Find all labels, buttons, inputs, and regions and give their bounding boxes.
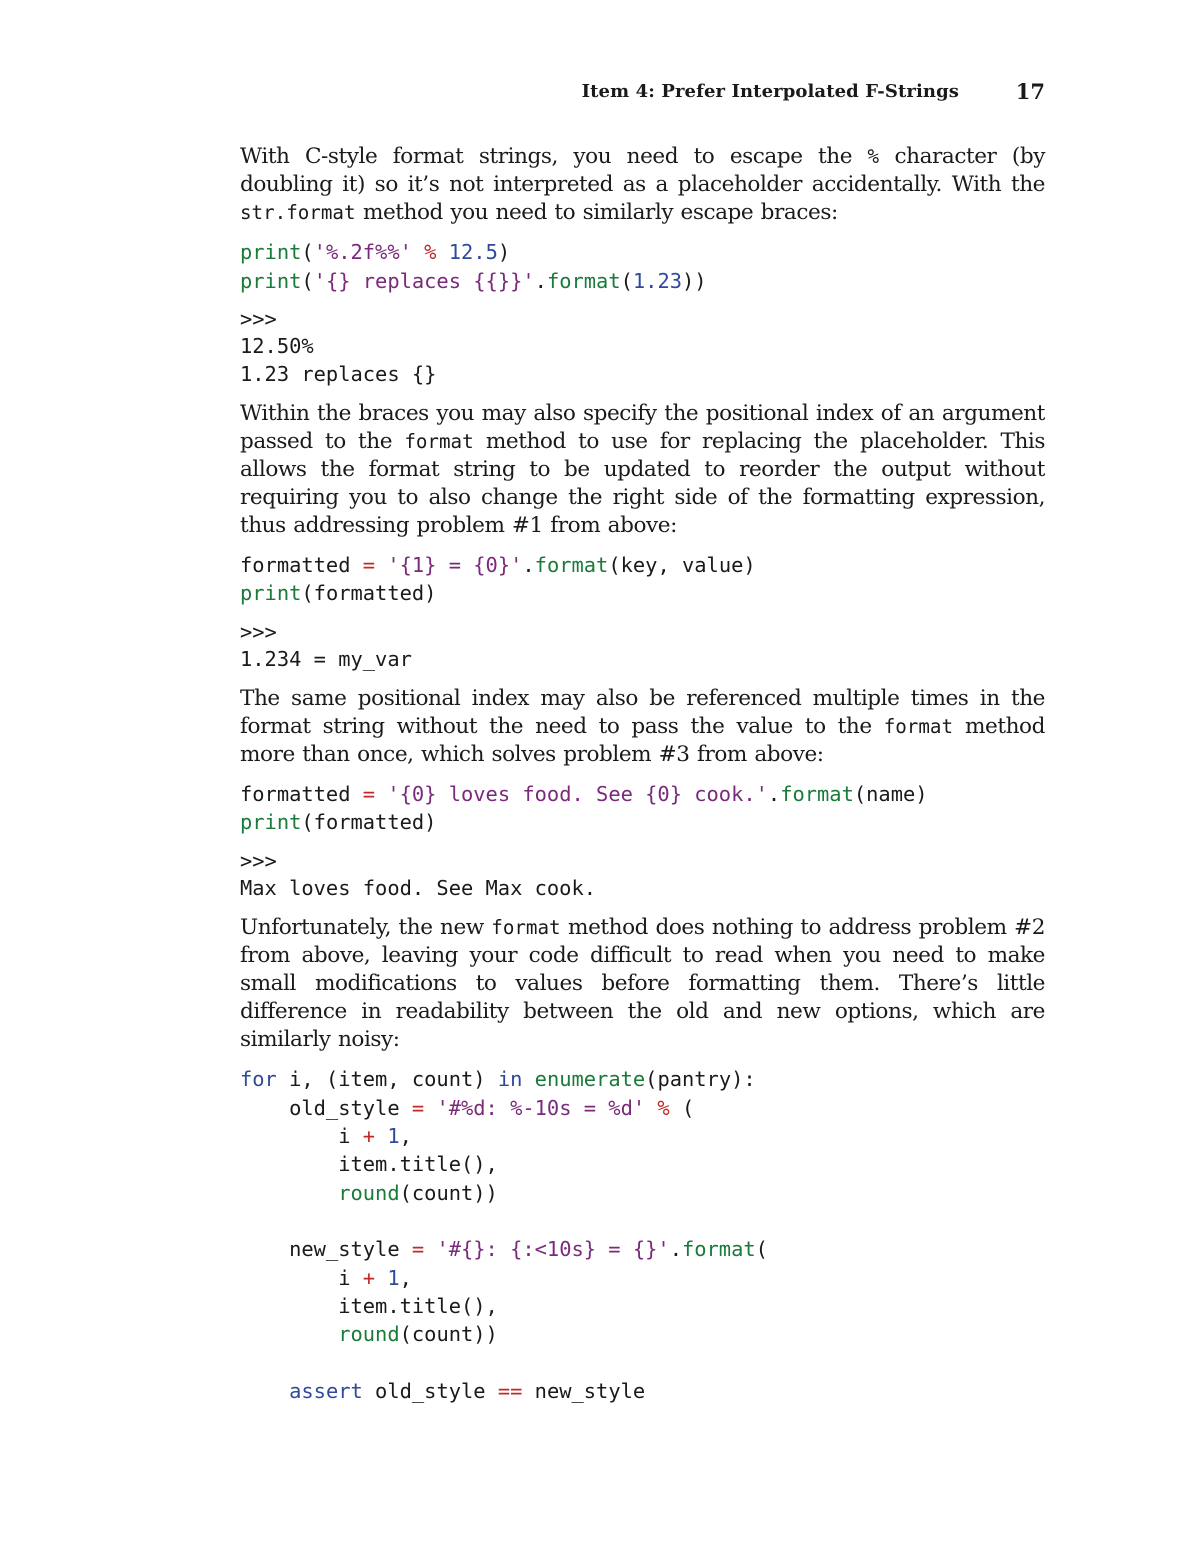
page-number: 17 [1015, 79, 1045, 104]
code-token: for [240, 1067, 277, 1092]
paragraph-escape [240, 143, 1045, 227]
paragraph-repeated-index [240, 685, 1045, 769]
code-token [436, 240, 448, 264]
code-token [240, 1181, 338, 1205]
code-token: (count)) [399, 1180, 498, 1205]
code-token: assert [289, 1378, 363, 1403]
code-token: in [497, 1067, 523, 1092]
code-token: '#%d: %-10s = %d' [436, 1095, 646, 1120]
header-title: Item 4: Prefer Interpolated F-Strings [581, 81, 959, 102]
text-run: method does nothing to address problem #2 from above, leaving your code difficult to read when you need to make small modifications to values before formatting them. There’s little difference in readability between the old and new options, which are similarly noisy: [240, 914, 1045, 1053]
text-run: method to use for replacing the placeholder. This allows the format string to be updated to reorder the output without requiring you to also change the right side of the formatting expression, thus addressing problem #1 from above: [240, 428, 1046, 539]
output-line: Max loves food. See Max cook. [240, 876, 597, 901]
code-token: formatted [240, 782, 351, 807]
code-token: = [411, 1237, 425, 1262]
output-line: 12.50% [240, 334, 314, 359]
code-token [412, 240, 424, 264]
code-token: i, (item, count) [276, 1067, 498, 1092]
code-token: + [362, 1265, 376, 1290]
code-token: (count)) [399, 1322, 498, 1347]
code-token [240, 1124, 338, 1148]
code-token: . [767, 782, 781, 807]
code-token: . [522, 553, 535, 578]
code-token [240, 1379, 289, 1403]
code-token: = [362, 782, 376, 807]
code-token: '%.2f%%' [313, 240, 412, 265]
output-prompt: >>> [240, 848, 277, 873]
output-line: 1.234 = my_var [240, 647, 412, 672]
code-token: ( [755, 1237, 768, 1262]
code-token: old_style [240, 1095, 412, 1120]
code-token: i [338, 1265, 363, 1290]
code-token [351, 782, 363, 806]
code-token [240, 1322, 338, 1346]
code-token [375, 782, 387, 806]
text-run: The same positional index may also be referenced multiple times in the format string without the need to pass the value to the [240, 685, 1045, 739]
text-run: method you need to similarly escape braces: [355, 200, 838, 226]
code-token: '{1} = {0}' [387, 553, 523, 578]
code-block-positional [240, 551, 1045, 608]
output-block-escape [240, 306, 1045, 389]
code-token: 1.23 [632, 268, 682, 293]
code-token: = [362, 553, 376, 578]
code-token: + [362, 1124, 376, 1149]
inline-code: % [867, 145, 880, 168]
code-token: formatted [240, 553, 351, 578]
code-token [351, 553, 363, 577]
code-token: == [497, 1378, 523, 1403]
code-token: print [240, 240, 302, 265]
code-token: 12.5 [448, 240, 498, 265]
code-token: '{} replaces {{}}' [313, 268, 535, 293]
code-token: % [657, 1095, 670, 1120]
code-token [240, 1152, 338, 1176]
code-token: item.title(), [338, 1293, 498, 1318]
output-block-repeated [240, 848, 1045, 903]
code-block-escape [240, 238, 1045, 295]
code-token: )) [682, 268, 707, 293]
code-token: , [399, 1265, 412, 1290]
code-token: ) [497, 240, 511, 265]
code-token: = [411, 1095, 425, 1120]
code-token: print [240, 268, 302, 293]
code-token: (key, value) [608, 553, 756, 578]
inline-code: format [883, 715, 954, 738]
code-token: 1 [387, 1124, 400, 1149]
code-token: round [338, 1322, 400, 1347]
code-token: % [424, 240, 437, 265]
output-line: 1.23 replaces {} [240, 362, 437, 387]
code-token: (formatted) [301, 581, 437, 606]
text-run: Within the braces you may also specify the positional index of an argument passed to the [240, 400, 1045, 454]
code-token: ( [669, 1095, 695, 1120]
code-token: (pantry): [645, 1067, 756, 1092]
output-prompt: >>> [240, 619, 277, 644]
inline-code: format [491, 915, 561, 939]
code-token: format [681, 1237, 756, 1262]
output-prompt: >>> [240, 306, 277, 331]
text-run: With C-style format strings, you need to escape the [240, 144, 868, 169]
code-token [375, 553, 387, 577]
inline-code: format [404, 429, 474, 453]
paragraph-positional-index [240, 400, 1045, 540]
page-content [240, 143, 1045, 1416]
inline-code: str.format [240, 201, 356, 225]
code-token: ( [301, 268, 314, 293]
code-token: print [240, 581, 302, 606]
code-block-comparison [240, 1065, 1045, 1405]
code-token: . [669, 1237, 682, 1262]
code-token: i [338, 1124, 363, 1149]
code-token [240, 1294, 338, 1318]
code-token: (name) [853, 782, 928, 807]
code-token: format [546, 268, 621, 293]
code-token: ( [301, 240, 314, 265]
code-token: format [780, 782, 854, 807]
code-token: format [534, 553, 609, 578]
output-block-positional [240, 619, 1045, 674]
text-run: character (by doubling it) so it’s not interpreted as a placeholder accidentally. With the [240, 144, 1045, 198]
code-block-repeated [240, 780, 1045, 837]
code-token: ( [620, 268, 633, 293]
code-token: , [399, 1124, 412, 1149]
text-run: Unfortunately, the new [240, 914, 492, 940]
code-token: round [338, 1180, 400, 1205]
code-token: old_style [362, 1378, 498, 1403]
code-token [240, 1266, 338, 1290]
paragraph-noisy [240, 914, 1045, 1054]
code-token: new_style [522, 1378, 646, 1403]
code-token: item.title(), [338, 1152, 498, 1177]
code-token: '{0} loves food. See {0} cook.' [387, 782, 768, 807]
code-token: . [534, 268, 547, 293]
code-token: print [240, 810, 302, 835]
code-token: enumerate [534, 1067, 646, 1092]
code-token: '#{}: {:<10s} = {}' [436, 1237, 670, 1262]
code-token: (formatted) [301, 810, 437, 835]
running-header [240, 78, 1045, 108]
code-token: 1 [387, 1265, 400, 1290]
text-run: method more than once, which solves problem #3 from above: [240, 714, 1045, 768]
code-token: new_style [240, 1237, 412, 1262]
